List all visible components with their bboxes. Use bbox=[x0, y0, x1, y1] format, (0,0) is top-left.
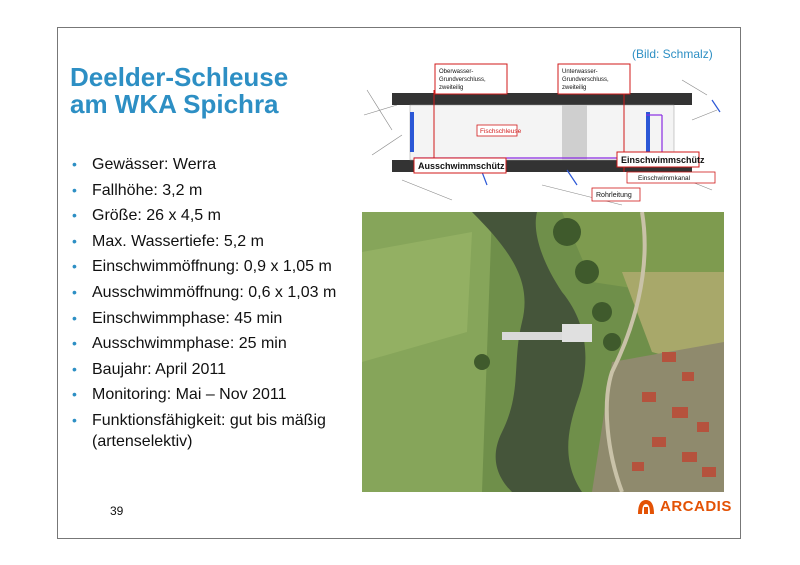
title-line-2: am WKA Spichra bbox=[70, 89, 279, 119]
svg-text:Einschwimmkanal: Einschwimmkanal bbox=[638, 175, 691, 182]
callout-oberwasser bbox=[435, 64, 507, 94]
bullet-icon: • bbox=[72, 156, 77, 172]
arcadis-logo-icon bbox=[636, 496, 656, 516]
fact-item bbox=[70, 331, 360, 357]
fact-item bbox=[70, 429, 360, 455]
fact-text: Ausschwimmphase: 25 min bbox=[92, 335, 287, 353]
fact-text: Gewässer: Werra bbox=[92, 156, 217, 173]
fact-item bbox=[70, 254, 360, 280]
svg-text:zweiteilig: zweiteilig bbox=[562, 85, 587, 91]
fact-text: Fallhöhe: 3,2 m bbox=[92, 181, 203, 199]
svg-text:Grundverschluss,: Grundverschluss, bbox=[562, 77, 609, 83]
label-rohrleitung bbox=[592, 188, 640, 201]
aerial-power-plant bbox=[562, 324, 592, 342]
plan-top-wall bbox=[392, 93, 692, 105]
arcadis-logo-text: ARCADIS bbox=[660, 497, 732, 515]
bullet-icon: • bbox=[72, 386, 77, 403]
fact-item bbox=[70, 178, 360, 204]
svg-text:Grundverschluss,: Grundverschluss, bbox=[439, 77, 486, 83]
bullet-icon: • bbox=[72, 360, 77, 377]
title-line-1: Deelder-Schleuse bbox=[70, 62, 289, 92]
fact-text: Max. Wassertiefe: 5,2 m bbox=[92, 232, 264, 250]
fact-item bbox=[70, 306, 360, 332]
label-einschwimmkanal bbox=[627, 172, 715, 183]
plan-gate-right bbox=[646, 112, 650, 152]
plan-hatch-section bbox=[562, 105, 587, 160]
svg-text:Oberwasser-: Oberwasser- bbox=[439, 69, 474, 75]
svg-text:Ausschwimmschütz: Ausschwimmschütz bbox=[418, 161, 505, 171]
fact-text: Ausschwimmöffnung: 0,6 x 1,03 m bbox=[92, 283, 337, 301]
svg-text:Einschwimmschütz: Einschwimmschütz bbox=[621, 155, 705, 165]
svg-text:Unterwasser-: Unterwasser- bbox=[562, 69, 598, 75]
fact-item bbox=[70, 203, 360, 229]
fact-item bbox=[70, 357, 360, 383]
fact-item bbox=[70, 280, 360, 306]
fact-text: Funktionsfähigkeit: gut bis mäßig bbox=[92, 411, 326, 429]
bullet-icon: • bbox=[72, 258, 77, 275]
bullet-icon: • bbox=[72, 232, 77, 249]
lock-plan-drawing bbox=[362, 60, 722, 206]
fact-text: (artenselektiv) bbox=[92, 432, 193, 450]
aerial-weir bbox=[502, 332, 562, 340]
fact-text: Einschwimmöffnung: 0,9 x 1,05 m bbox=[92, 258, 332, 276]
bullet-icon: • bbox=[72, 309, 77, 326]
svg-text:Fischschleuse: Fischschleuse bbox=[480, 128, 522, 135]
fact-text: Monitoring: Mai – Nov 2011 bbox=[92, 386, 287, 404]
svg-text:zweiteilig: zweiteilig bbox=[439, 85, 464, 91]
bullet-icon: • bbox=[72, 411, 77, 428]
fact-text: Größe: 26 x 4,5 m bbox=[92, 207, 221, 225]
bullet-icon: • bbox=[72, 207, 77, 224]
fact-item bbox=[70, 152, 360, 178]
bullet-icon: • bbox=[72, 283, 77, 300]
fact-item bbox=[70, 229, 360, 255]
facts-list bbox=[70, 152, 360, 454]
fact-item bbox=[70, 382, 360, 408]
label-fischschleuse bbox=[477, 125, 522, 136]
fact-text: Einschwimmphase: 45 min bbox=[92, 309, 283, 327]
svg-text:Rohrleitung: Rohrleitung bbox=[596, 192, 632, 199]
arcadis-logo bbox=[636, 496, 732, 516]
page-number: 39 bbox=[110, 504, 124, 518]
label-einschwimmschuetz bbox=[617, 152, 705, 167]
plan-gate-left bbox=[410, 112, 414, 152]
bullet-icon: • bbox=[72, 181, 77, 198]
fact-text: Baujahr: April 2011 bbox=[92, 360, 227, 378]
callout-unterwasser bbox=[558, 64, 630, 94]
label-ausschwimmschuetz bbox=[414, 158, 506, 173]
aerial-photo bbox=[362, 212, 724, 492]
image-credit: (Bild: Schmalz) bbox=[632, 47, 713, 61]
slide-title bbox=[70, 64, 350, 118]
bullet-icon: • bbox=[72, 335, 77, 352]
